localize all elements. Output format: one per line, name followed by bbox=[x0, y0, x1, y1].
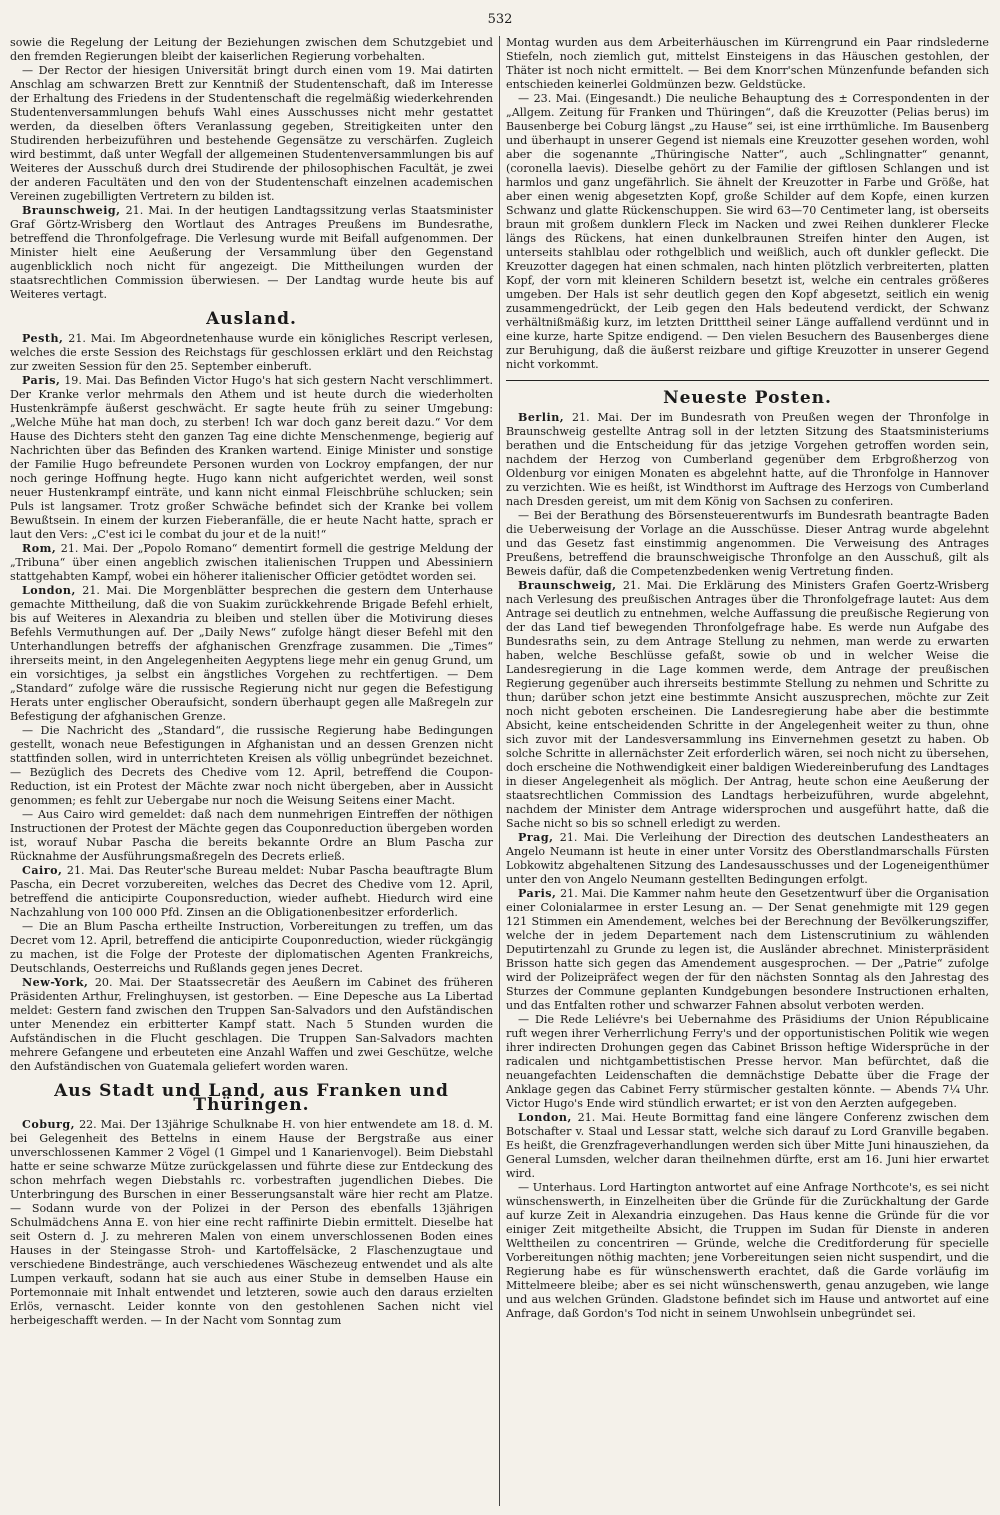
section-title-neueste-posten: Neueste Posten. bbox=[663, 388, 832, 408]
paragraph: sowie die Regelung der Leitung der Beziehungen zwischen dem Schutzgebiet und den fremden Regierungen bleibt der kaiserlichen Regierung vorbehalten. bbox=[10, 36, 493, 63]
dateline: Cairo, bbox=[22, 864, 63, 877]
section-title-stadt-und-land: Aus Stadt und Land, aus Franken und Thüringen. bbox=[54, 1081, 449, 1115]
article-text: 21. Mai. Die Verleihung der Direction des deutschen Landestheaters an Angelo Neumann ist heute in einer unter Vorsitz des Oberstlandmarschalls Fürsten Lobkowitz abgehaltenen Sitzung des Landesausschusses und der Logeneigenthümer unter den von Angelo Neumann gestellten Bedingungen erfolgt. bbox=[506, 831, 989, 886]
paragraph: — Der Rector der hiesigen Universität bringt durch einen vom 19. Mai datirten Anschlag am schwarzen Brett zur Kenntniß der Studentenschaft, daß im Interesse der Erhaltung des Friedens in der Studentenschaft die regelmäßig wiederkehrenden Studentenversammlungen behufs Wahl eines Ausschusses nicht mehr gestattet werden, da dieselben öfters Veranlassung gegeben, Streitigkeiten unter den Studirenden herbeizuführen und bestehende Gegensätze zu verschärfen. Zugleich wird bestimmt, daß unter Wegfall der allgemeinen Studentenversammlungen bis auf Weiteres der Ausschuß durch drei Studirende der philosophischen Facultät, je zwei der anderen Facultäten und den von der Studentenschaft einzelnen academischen Vereinen zugebilligten Vertretern zu bilden ist. bbox=[10, 64, 493, 203]
paragraph: — Bei der Berathung des Börsensteuerentwurfs im Bundesrath beantragte Baden die Ueberweisung der Vorlage an die Ausschüsse. Dieser Antrag wurde abgelehnt und das Gesetz fast einstimmig angenommen. Die Verweisung des Antrages Preußens, betreffend die braunschweigische Thronfolge an den Ausschuß, gilt als Beweis dafür, daß die Competenzbedenken wenig Vertretung finden. bbox=[506, 509, 989, 578]
article-text: 21. Mai. Im Abgeordnetenhause wurde ein königliches Rescript verlesen, welches die erste Session des Reichstags für geschlossen erklärt und den Reichstag zur zweiten Session für den 25. September einberuft. bbox=[10, 332, 493, 373]
article-text: 20. Mai. Der Staatssecretär des Aeußern im Cabinet des früheren Präsidenten Arthur, Frelinghuysen, ist gestorben. — Eine Depesche aus La Libertad meldet: Gestern fand zwischen den Truppen San-Salvadors und den Aufständischen unter Menendez ein erbitterter Kampf statt. Nach 5 Stunden wurden die Aufständischen in die Flucht geschlagen. Die Truppen San-Salvadors machten mehrere Gefangene und erbeuteten eine Anzahl Waffen und zwei Geschütze, welche den Aufständischen von Guatemala geliefert worden waren. bbox=[10, 976, 493, 1073]
dateline: Braunschweig, bbox=[22, 204, 121, 217]
article-text: 21. Mai. Das Reuter'sche Bureau meldet: Nubar Pascha beauftragte Blum Pascha, ein Decret vorzubereiten, welches das Decret des Chedive vom 12. April, betreffend die anticipirte Couponsreduction, wieder aufhebt. Hiedurch wird eine Nachzahlung von 100 000 Pfd. Zinsen an die Obligationenbesitzer erforderlich. bbox=[10, 864, 493, 919]
paragraph: Montag wurden aus dem Arbeiterhäuschen im Kürrengrund ein Paar rindslederne Stiefeln, noch ziemlich gut, mittelst Einsteigens in das Häuschen gestohlen, der Thäter ist noch nicht ermittelt. — Bei dem Knorr'schen Münzenfunde befanden sich entschieden keinerlei Goldmünzen bezw. Geldstücke. bbox=[506, 36, 989, 91]
article bbox=[506, 887, 989, 1013]
article bbox=[10, 1118, 493, 1328]
dateline: Berlin, bbox=[518, 411, 565, 424]
section-divider bbox=[506, 380, 989, 381]
dateline: London, bbox=[22, 584, 76, 597]
dateline: Paris, bbox=[518, 887, 557, 900]
dateline: Pesth, bbox=[22, 332, 64, 345]
paragraph: — Unterhaus. Lord Hartington antwortet auf eine Anfrage Northcote's, es sei nicht wünschenswerth, in Einzelheiten über die Gründe für die Zurückhaltung der Garde auf kurze Zeit in Alexandria einzugehen. Das Haus kenne die Gründe für die vor einiger Zeit mitgetheilte Absicht, die Truppen im Sudan für Dienste in anderen Welttheilen zu concentriren — Gründe, welche die Creditforderung für specielle Vorbereitungen nöthig machten; jene Vorbereitungen seien nicht suspendirt, und die Regierung habe es für wünschenswerth erachtet, daß die Garde vorläufig im Mittelmeere bleibe; aber es sei nicht wünschenswerth, genau anzugeben, wie lange und aus welchen Gründen. Gladstone befindet sich im Hause und antwortet auf eine Anfrage, daß Gordon's Tod nicht in seinem Unwohlsein unbegründet sei. bbox=[506, 1181, 989, 1320]
article-text: 21. Mai. In der heutigen Landtagssitzung verlas Staatsminister Graf Görtz-Wrisberg den Wortlaut des Antrages Preußens im Bundesrathe, betreffend die Thronfolgefrage. Die Verlesung wurde mit Beifall aufgenommen. Der Minister hielt eine Aeußerung der Versammlung über den Gegenstand augenblicklich noch nicht für angezeigt. Die Mittheilungen wurden der staatsrechtlichen Commission überwiesen. — Der Landtag wurde heute bis auf Weiteres vertagt. bbox=[10, 204, 493, 301]
dateline: New-York, bbox=[22, 976, 89, 989]
left-column bbox=[10, 36, 499, 1506]
article bbox=[10, 542, 493, 584]
paragraph: — Die Rede Leliévre's bei Uebernahme des Präsidiums der Union Républicaine ruft wegen ihrer Verherrlichung Ferry's und der opportunistischen Politik wie wegen ihrer indirecten Drohungen gegen das Cabinet Brisson heftige Widersprüche in der radicalen und nichtgambettistischen Presse hervor. Man befürchtet, daß die neuangefachten Leidenschaften die demnächstige Debatte über die Frage der Anklage gegen das Cabinet Ferry stürmischer gestalten könnte. — Abends 7¼ Uhr. Victor Hugo's Ende wird stündlich erwartet; er ist von den Aerzten aufgegeben. bbox=[506, 1013, 989, 1110]
paragraph: — Die an Blum Pascha ertheilte Instruction, Vorbereitungen zu treffen, um das Decret vom 12. April, betreffend die anticipirte Couponreduction, wieder rückgängig zu machen, ist die Folge der Proteste der diplomatischen Agenten Frankreichs, Deutschlands, Oesterreichs und Rußlands gegen jenes Decret. bbox=[10, 920, 493, 975]
article-text: 21. Mai. Die Erklärung des Ministers Grafen Goertz-Wrisberg nach Verlesung des preußischen Antrages über die Thronfolgefrage lautet: Aus dem Antrage sei deutlich zu entnehmen, welche Auffassung die preußische Regierung von der das Land tief bewegenden Thronfolgefrage habe. Es werde nun Aufgabe des Bundesraths sein, zu dem Antrage Stellung zu nehmen, man werde zu erwarten haben, welche Beschlüsse gefaßt, sowie ob und in welcher Weise die Landesregierung in die Lage kommen werde, dem Antrage der preußischen Regierung gegenüber auch ihrerseits bestimmte Stellung zu nehmen und Schritte zu thun; darüber schon jetzt eine bestimmte Ansicht auszusprechen, möchte zur Zeit noch nicht geboten erscheinen. Die Landesregierung habe aber die bestimmte Absicht, keine entscheidenden Schritte in der Angelegenheit weiter zu thun, ohne sich zuvor mit der Landesversammlung ins Einvernehmen gesetzt zu haben. Ob solche Schritte in allernächster Zeit erforderlich wären, sei noch nicht zu übersehen, doch erscheine die Nothwendigkeit einer baldigen Wiedereinberufung des Landtages in dieser Angelegenheit als möglich. Der Antrag, heute schon eine Aeußerung der staatsrechtlichen Commission des Landtags herbeizuführen, wurde abgelehnt, nachdem der Minister dem Antrage widersprochen und ausgeführt hatte, daß die Sache nicht so bis so schnell erledigt zu werden. bbox=[506, 579, 989, 830]
article-text: 21. Mai. Heute Bormittag fand eine längere Conferenz zwischen dem Botschafter v. Staal und Lessar statt, welche sich darauf zu Lord Granville begaben. Es heißt, die Grenzfrageverhandlungen werden sich über Mitte Juni hinausziehen, da General Lumsden, welcher daran theilnehmen dürfte, erst am 16. Juni hier erwartet wird. bbox=[506, 1111, 989, 1180]
article-text: 21. Mai. Die Morgenblätter besprechen die gestern dem Unterhause gemachte Mittheilung, daß die von Suakim zurückkehrende Brigade Befehl erhielt, bis auf Weiteres in Alexandria zu bleiben und stellen über die Motivirung dieses Befehls Vermuthungen auf. Der „Daily News“ zufolge hängt dieser Befehl mit den Unterhandlungen betreffs der afghanischen Grenzfrage zusammen. Die „Times“ ihrerseits meint, in den Angelegenheiten Aegyptens liege mehr ein genug Grund, um ein vorsichtiges, ja selbst ein ängstliches Vorgehen zu rechtfertigen. — Dem „Standard“ zufolge wäre die russische Regierung nicht nur gegen die Befestigung Herats unter englischer Oberaufsicht, sondern überhaupt gegen alle Maßregeln zur Befestigung der afghanischen Grenze. bbox=[10, 584, 493, 723]
paragraph: — Aus Cairo wird gemeldet: daß nach dem nunmehrigen Eintreffen der nöthigen Instructionen der Protest der Mächte gegen das Couponreduction übergeben worden ist, worauf Nubar Pascha die bereits bekannte Ordre an Blum Pascha zur Rücknahme der Ausführungsmaßregeln des Decrets erließ. bbox=[10, 808, 493, 863]
section-title-ausland: Ausland. bbox=[206, 309, 297, 329]
paragraph: — 23. Mai. (Eingesandt.) Die neuliche Behauptung des ± Correspondenten in der „Allgem. Zeitung für Franken und Thüringen“, daß die Kreuzotter (Pelias berus) im Bausenberge bei Coburg längst „zu Hause“ sei, ist eine irrthümliche. Im Bausenberg und überhaupt in unserer Gegend ist niemals eine Kreuzotter gesehen worden, wohl aber die sogenannte „Thüringische Natter“, auch „Schlingnatter“ genannt, (coronella laevis). Dieselbe gehört zu der Familie der giftlosen Schlangen und ist harmlos und ganz ungefährlich. Sie ähnelt der Kreuzotter in Farbe und Größe, hat aber einen wenig abgesetzten Kopf, große Schilder auf dem Kopfe, einen kurzen Schwanz und glatte Rückenschuppen. Sie wird 63—70 Centimeter lang, ist oberseits braun mit großem dunklern Fleck im Nacken und zwei Reihen dunklerer Flecke längs des Rückens, hat einen dunkelbraunen Streifen hinter den Augen, ist unterseits stahlblau oder rothgelblich und weißlich, auch oft dunkler gefleckt. Die Kreuzotter dagegen hat einen schmalen, nach hinten plötzlich verbreiterten, platten Kopf, der vorn mit kleineren Schildern besetzt ist, welche ein centrales größeres umgeben. Der Hals ist sehr deutlich gegen den Kopf abgesetzt, seitlich ein wenig zusammengedrückt, der Leib gegen den Hals bedeutend verdickt, der Schwanz verhältnißmäßig kurz, im letzten Dritttheil seiner Länge auffallend verdünnt und in eine kurze, harte Spitze endigend. — Den vielen Besuchern des Bausenberges diene zur Beruhigung, daß die äußerst reizbare und giftige Kreuzotter in unserer Gegend nicht vorkommt. bbox=[506, 92, 989, 371]
article-text: 19. Mai. Das Befinden Victor Hugo's hat sich gestern Nacht verschlimmert. Der Kranke verlor mehrmals den Athem und ist heute durch die wiederholten Hustenkrämpfe äußerst geschwächt. Er sagte heute früh zu seiner Umgebung: „Welche Mühe hat man doch, zu sterben! Ich war doch ganz bereit dazu.“ Vor dem Hause des Dichters steht den ganzen Tag eine dichte Menschenmenge, begierig auf Nachrichten über das Befinden des Kranken wartend. Einige Minister und sonstige der Familie Hugo befreundete Personen wurden von Lockroy empfangen, der nur noch geringe Hoffnung hegte. Hugo kann nicht aufgerichtet werden, weil sonst neuer Hustenkrampf einträte, und kann nicht einmal Fleischbrühe schlucken; sein Puls ist langsamer. Trotz großer Schwäche befindet sich der Kranke bei vollem Bewußtsein. In einem der kurzen Fieberanfälle, die er heute Nacht hatte, sprach er laut den Vers: „C'est ici le combat du jour et de la nuit!“ bbox=[10, 374, 493, 541]
article bbox=[506, 411, 989, 509]
dateline: Braunschweig, bbox=[518, 579, 617, 592]
article-text: 21. Mai. Die Kammer nahm heute den Gesetzentwurf über die Organisation einer Colonialarmee in erster Lesung an. — Der Senat genehmigte mit 129 gegen 121 Stimmen ein Amendement, welches bei der Berechnung der Bevölkerungsziffer, welche der in jedem Departement nach dem Listenscrutinium zu wählenden Deputirtenzahl zu Grunde zu legen ist, die Ausländer abrechnet. Ministerpräsident Brisson hatte sich gegen das Amendement ausgesprochen. — Der „Patrie“ zufolge wird der Polizeipräfect wegen der für den nächsten Sonntag als den Jahrestag des Sturzes der Commune geplanten Kundgebungen besondere Instructionen erhalten, und das Entfalten rother und schwarzer Fahnen absolut verboten werden. bbox=[506, 887, 989, 1012]
dateline: London, bbox=[518, 1111, 572, 1124]
article bbox=[10, 584, 493, 724]
article-text: 21. Mai. Der „Popolo Romano“ dementirt formell die gestrige Meldung der „Tribuna“ über einen angeblich zwischen italienischen Truppen und Abessiniern stattgehabten Kampf, wobei ein höherer italienischer Officier getödtet worden sei. bbox=[10, 542, 493, 583]
dateline: Coburg, bbox=[22, 1118, 76, 1131]
article bbox=[10, 374, 493, 542]
article bbox=[10, 204, 493, 302]
page-number: 532 bbox=[487, 12, 513, 27]
article bbox=[10, 864, 493, 920]
columns bbox=[10, 36, 990, 1506]
dateline: Prag, bbox=[518, 831, 554, 844]
article bbox=[506, 831, 989, 887]
article bbox=[506, 1111, 989, 1181]
article-text: 21. Mai. Der im Bundesrath von Preußen wegen der Thronfolge in Braunschweig gestellte Antrag soll in der letzten Sitzung des Staatsministeriums berathen und die Entscheidung für das jetzige Vorgehen getroffen worden sein, nachdem der Herzog von Cumberland gegenüber dem Erbgroßherzog von Oldenburg vor einigen Monaten es abgelehnt hatte, auf die Thronfolge in Hannover zu verzichten. Wie es heißt, ist Windthorst im Auftrage des Herzogs von Cumberland nach Dresden gereist, um mit dem König von Sachsen zu conferiren. bbox=[506, 411, 989, 508]
dateline: Paris, bbox=[22, 374, 61, 387]
right-column bbox=[500, 36, 989, 1506]
article bbox=[10, 332, 493, 374]
article-text: 22. Mai. Der 13jährige Schulknabe H. von hier entwendete am 18. d. M. bei Gelegenheit des Bettelns in einem Hause der Bergstraße aus einer unverschlossenen Kammer 2 Vögel (1 Gimpel und 1 Kanarienvogel). Beim Diebstahl hatte er seine schwarze Mütze zurückgelassen und führte diese zur Entdeckung des schon mehrfach wegen Diebstahls rc. vorbestraften jugendlichen Diebes. Die Unterbringung des Burschen in einer Besserungsanstalt wäre hier recht am Platze. — Sodann wurde von der Polizei in der Person des ebenfalls 13jährigen Schulmädchens Anna E. von hier eine recht raffinirte Diebin ermittelt. Dieselbe hat seit Ostern d. J. zu mehreren Malen von einem unverschlossenen Boden eines Hauses in der Steingasse Stroh- und Kartoffelsäcke, 2 Flaschenzugtaue und verschiedene Bindestränge, auch verschiedenes Wäschezeug entwendet und als alte Lumpen verkauft, sodann hat sie auch aus einer Stube in demselben Hause ein Portemonnaie mit Inhalt entwendet und letzteren, sowie auch den daraus erzielten Erlös, vernascht. Leider konnte von den gestohlenen Sachen nicht viel herbeigeschafft werden. — In der Nacht vom Sonntag zum bbox=[10, 1118, 493, 1327]
paragraph: — Die Nachricht des „Standard“, die russische Regierung habe Bedingungen gestellt, wonach neue Befestigungen in Afghanistan und an dessen Grenzen nicht stattfinden sollen, wird in unterrichteten Kreisen als völlig unbegründet bezeichnet. — Bezüglich des Decrets des Chedive vom 12. April, betreffend die Coupon-Reduction, ist ein Protest der Mächte zwar noch nicht übergeben, aber in Aussicht genommen; es fehlt zur Uebergabe nur noch die Weisung Seitens einer Macht. bbox=[10, 724, 493, 807]
dateline: Rom, bbox=[22, 542, 57, 555]
article bbox=[506, 579, 989, 831]
article bbox=[10, 976, 493, 1074]
